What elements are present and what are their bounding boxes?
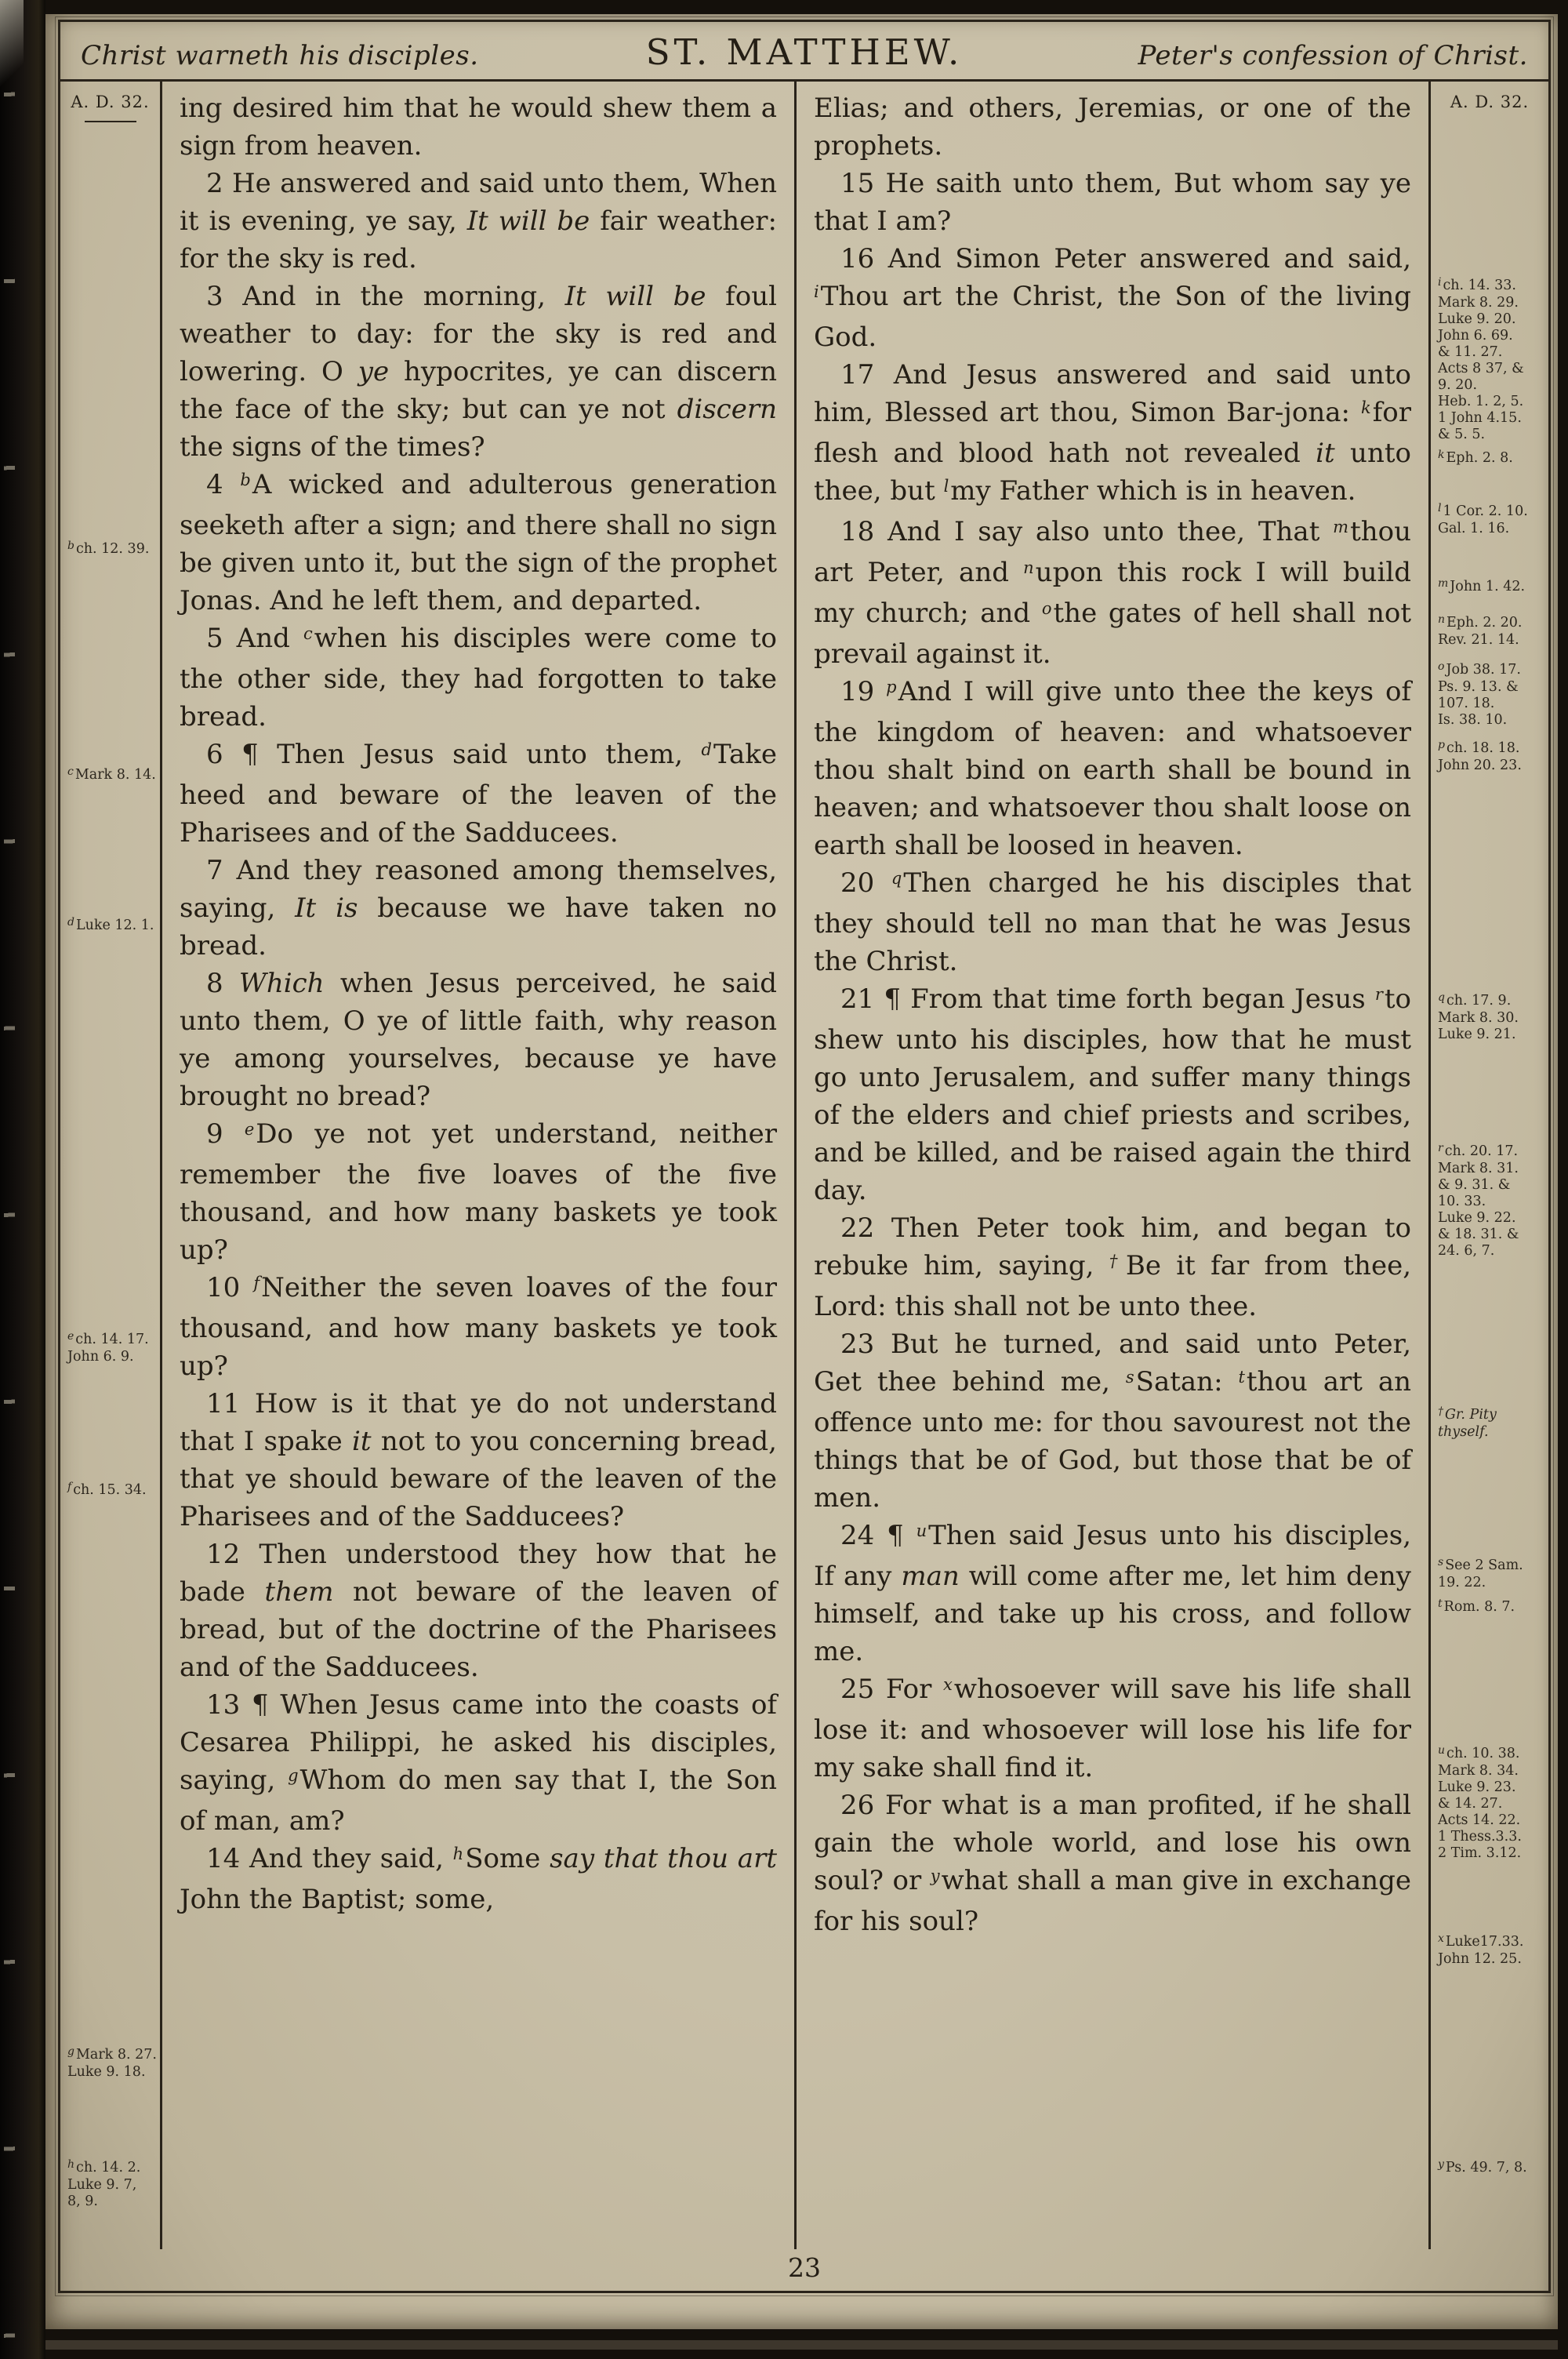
verse-paragraph [180, 466, 777, 620]
margin-note-line: Mark 8. 34. [1438, 1763, 1519, 1779]
verse-paragraph [814, 513, 1411, 673]
margin-note-line: $^e$ ch. 14. 17. [67, 1330, 149, 1347]
verse-text: Satan: [1135, 1366, 1239, 1398]
margin-note-line: 10. 33. [1438, 1194, 1486, 1209]
margin-note-line: $^g$ Mark 8. 27. [67, 2045, 157, 2063]
verse-paragraph [814, 165, 1411, 240]
verse-paragraph [180, 89, 777, 165]
verse-text: 20 [840, 867, 891, 899]
running-head-left: Christ warneth his disciples. [81, 40, 479, 71]
verse-text: fair weather: for the sky is red. [180, 205, 777, 274]
verse-text: the gates of hell shall not prevail against it. [814, 598, 1411, 670]
margin-note-line: $^s$ See 2 Sam. [1438, 1556, 1523, 1573]
margin-note-line: Mark 8. 29. [1438, 295, 1519, 311]
verse-text: thou art Peter, and [814, 516, 1411, 588]
margin-note [67, 1332, 158, 1365]
verse-paragraph [814, 864, 1411, 980]
verse-text: 26 For what is a man profited, if he shall gain the whole world, and lose his own soul? or [814, 1790, 1411, 1896]
margin-note-ref-letter: c [67, 765, 74, 778]
margin-note-line: Luke 9. 22. [1438, 1210, 1516, 1226]
margin-note-line: $^o$ Job 38. 17. [1438, 660, 1521, 678]
verse-ref-marker: q [891, 869, 902, 888]
verse-ref-marker: d [701, 740, 712, 759]
scanned-bible-page [45, 14, 1558, 2329]
margin-note-ref-letter: q [1438, 991, 1445, 1004]
verse-paragraph [814, 673, 1411, 864]
margin-note [1438, 615, 1546, 649]
verse-paragraph [180, 1536, 777, 1686]
margin-note [67, 2047, 158, 2081]
verse-text: And I will give unto thee the keys of the kingdom of heaven: and whatsoever thou shalt bind on earth shall be bound in heaven; and whatsoever thou shalt loose on earth shall be loosed in heaven. [814, 676, 1411, 861]
verse-text: ing desired him that he would shew them a sign from heaven. [180, 93, 777, 162]
verse-text: 25 For [840, 1674, 944, 1705]
verse-text: 14 And they said, [206, 1843, 453, 1874]
margin-note [1438, 450, 1546, 467]
text-column-left [162, 82, 797, 2249]
margin-note-line: & 5. 5. [1438, 427, 1486, 442]
verse-text: Whom do men say that I, the Son of man, am? [180, 1765, 778, 1837]
verse-text: hypocrites, ye can discern the face of the sky; but can ye not [180, 356, 777, 425]
page-frame [58, 20, 1551, 2293]
verse-ref-marker: t [1238, 1368, 1245, 1387]
margin-note [1438, 993, 1546, 1043]
margin-note-ref-letter: o [1438, 660, 1445, 673]
verse-text: discern [677, 394, 777, 425]
verse-ref-marker: k [1360, 398, 1371, 417]
margin-note-line: Gal. 1. 16. [1438, 521, 1510, 536]
margin-note-ref-letter: d [67, 916, 74, 929]
margin-note-ref-letter: f [67, 1481, 72, 1493]
margin-note-ref-letter: b [67, 540, 74, 552]
date-rule [85, 121, 136, 122]
margin-note-ref-letter: g [67, 2045, 74, 2058]
margin-note-line: John 6. 9. [67, 1349, 134, 1365]
margin-note [67, 541, 158, 558]
margin-note [1438, 662, 1546, 729]
date-label-left [60, 93, 160, 122]
margin-note [1438, 1746, 1546, 1862]
verse-text: Which [238, 968, 325, 999]
verse-text: 16 And Simon Peter answered and said, [840, 243, 1411, 274]
margin-note-line: Luke 9. 23. [1438, 1779, 1516, 1795]
verse-text: 21 ¶ From that time forth began Jesus [840, 983, 1375, 1015]
verse-text: because we have taken no bread. [180, 892, 777, 961]
margin-note-line: Acts 14. 22. [1438, 1812, 1521, 1828]
verse-paragraph [180, 1269, 777, 1385]
margin-note-line: $^b$ ch. 12. 39. [67, 540, 150, 557]
verse-ref-marker: u [916, 1521, 927, 1540]
verse-paragraph [814, 980, 1411, 1209]
verse-text: 18 And I say also unto thee, That [840, 516, 1334, 547]
verse-text: to shew unto his disciples, how that he must go unto Jerusalem, and suffer many things of the elders and chief priests and scribes, and be killed, and be raised again the third day. [814, 983, 1411, 1206]
verse-text: Elias; and others, Jeremias, or one of the prophets. [814, 93, 1411, 162]
margin-note-line: Luke 9. 20. [1438, 311, 1516, 327]
verse-ref-marker: l [943, 477, 949, 496]
margin-note [1438, 1407, 1546, 1441]
text-column-right [797, 82, 1431, 2249]
verse-ref-marker: p [886, 678, 897, 696]
margin-note-line: Heb. 1. 2, 5. [1438, 394, 1524, 409]
verse-text: 11 How is it that ye do not understand that I spake [180, 1388, 777, 1457]
margin-note-line: & 9. 31. & [1438, 1177, 1511, 1193]
margin-note [1438, 278, 1546, 443]
verse-paragraph [180, 1840, 777, 1918]
verse-text: 17 And Jesus answered and said unto him, Blessed art thou, Simon Bar-jona: [814, 359, 1411, 428]
margin-note-line: $^p$ ch. 18. 18. [1438, 739, 1520, 756]
margin-note-line: $^c$ Mark 8. 14. [67, 765, 156, 783]
margin-note-ref-letter: y [1438, 2158, 1444, 2171]
verse-text: when his disciples were come to the other side, they had forgotten to take bread. [180, 623, 778, 732]
verse-ref-marker: g [288, 1766, 299, 1785]
margin-note-line: thyself. [1438, 1424, 1489, 1440]
margin-note [1438, 1934, 1546, 1968]
verse-ref-marker: o [1041, 599, 1052, 618]
verse-ref-marker: c [303, 624, 313, 643]
margin-note [1438, 740, 1546, 774]
margin-note [67, 918, 158, 935]
verse-text: It is [295, 892, 358, 924]
margin-note [67, 767, 158, 784]
margin-note-line: & 18. 31. & [1438, 1227, 1519, 1242]
verse-text: 15 He saith unto them, But whom say ye that I am? [814, 168, 1411, 237]
verse-paragraph [180, 852, 777, 965]
page-edge-bottom [45, 2340, 1558, 2350]
margin-column-left [60, 82, 162, 2249]
verse-text: will come after me, let him deny himself, and take up his cross, and follow me. [814, 1561, 1411, 1667]
verse-paragraph [814, 1325, 1411, 1517]
verse-text: it [1316, 438, 1335, 469]
verse-ref-marker: i [814, 282, 819, 301]
margin-note-ref-letter: t [1438, 1598, 1443, 1610]
margin-note-ref-letter: s [1438, 1556, 1444, 1568]
verse-text: 4 [206, 469, 241, 500]
margin-note-line: $^x$ Luke17.33. [1438, 1932, 1524, 1950]
margin-note-ref-letter: m [1438, 577, 1449, 590]
margin-note-line: $^h$ ch. 14. 2. [67, 2158, 141, 2175]
verse-text: what shall a man give in exchange for his soul? [814, 1865, 1411, 1937]
book-title: ST. MATTHEW. [645, 31, 964, 73]
verse-text: Then charged he his disciples that they should tell no man that he was Jesus the Christ. [814, 867, 1411, 977]
verse-ref-marker: x [943, 1675, 953, 1694]
margin-note-line: $^m$ John 1. 42. [1438, 577, 1526, 594]
margin-note-line: Mark 8. 30. [1438, 1010, 1519, 1026]
margin-note-line: $^d$ Luke 12. 1. [67, 916, 154, 933]
verse-text: Do ye not yet understand, neither remember the five loaves of the five thousand, and how many baskets ye took up? [180, 1118, 777, 1266]
verse-text: say that thou art [550, 1843, 777, 1874]
verse-text: them [264, 1576, 334, 1608]
margin-note-ref-letter: n [1438, 613, 1446, 626]
verse-text: upon this rock I will build my church; and [814, 557, 1411, 629]
verse-ref-marker: h [452, 1845, 464, 1863]
verse-text: not to you concerning bread, that ye should beware of the leaven of the Pharisees and of the Sadducees? [180, 1426, 777, 1532]
margin-note-line: $^f$ ch. 15. 34. [67, 1481, 147, 1498]
margin-note-ref-letter: u [1438, 1744, 1446, 1757]
verse-paragraph [180, 278, 777, 466]
verse-text: 5 And [206, 623, 303, 654]
margin-note-line: Ps. 9. 13. & [1438, 679, 1519, 695]
verse-ref-marker: f [253, 1274, 260, 1292]
margin-note-ref-letter: l [1438, 502, 1442, 514]
margin-note-line: † Gr. Pity [1438, 1405, 1497, 1423]
verse-ref-marker: † [1109, 1252, 1124, 1270]
verse-text: it [352, 1426, 372, 1457]
verse-paragraph [814, 1787, 1411, 1940]
margin-note-line: Luke 9. 21. [1438, 1027, 1516, 1042]
margin-note-line: $^n$ Eph. 2. 20. [1438, 613, 1523, 631]
margin-note-line: Luke 9. 7, [67, 2177, 137, 2193]
margin-note-ref-letter: e [67, 1330, 74, 1343]
margin-note-line: 2 Tim. 3.12. [1438, 1845, 1522, 1861]
verse-paragraph [814, 240, 1411, 356]
margin-note [67, 2160, 158, 2210]
verse-ref-marker: r [1374, 985, 1383, 1004]
verse-text: It will be [564, 281, 706, 312]
verse-text: foul weather to day: for the sky is red and lowering. O [180, 281, 778, 387]
verse-paragraph [180, 1686, 777, 1840]
margin-note [1438, 579, 1546, 596]
verse-paragraph [814, 89, 1411, 165]
margin-note-line: 1 John 4.15. [1438, 410, 1522, 426]
verse-ref-marker: s [1125, 1368, 1134, 1387]
verse-text: not beware of the leaven of bread, but of the doctrine of the Pharisees and of the Sadducees. [180, 1576, 777, 1683]
verse-text: Neither the seven loaves of the four thousand, and how many baskets ye took up? [180, 1272, 777, 1382]
margin-note-line: $^y$ Ps. 49. 7, 8. [1438, 2158, 1527, 2175]
margin-note-line: John 12. 25. [1438, 1951, 1522, 1967]
margin-note-line: 24. 6, 7. [1438, 1243, 1495, 1259]
verse-paragraph [180, 965, 777, 1115]
verse-text: 8 [206, 968, 239, 999]
margin-note-line: & 11. 27. [1438, 344, 1503, 360]
verse-ref-marker: b [240, 471, 251, 489]
verse-text: 2 He answered and said unto them, When it is evening, ye say, [180, 168, 777, 237]
verse-ref-marker: n [1023, 558, 1034, 577]
date-label-right [1431, 93, 1548, 111]
margin-note-line: 1 Thess.3.3. [1438, 1829, 1522, 1845]
margin-note-ref-letter: † [1438, 1405, 1443, 1418]
verse-text: A wicked and adulterous generation seeketh after a sign; and there shall no sign be given unto it, but the sign of the prophet Jonas. And he left them, and departed. [180, 469, 777, 616]
margin-column-right [1431, 82, 1548, 2249]
margin-note [1438, 1599, 1546, 1616]
margin-note-ref-letter: r [1438, 1142, 1443, 1154]
margin-note-line: 107. 18. [1438, 696, 1495, 711]
margin-note-line: 8, 9. [67, 2194, 98, 2209]
verse-text: Then said Jesus unto his disciples, If any [814, 1520, 1412, 1592]
verse-text: 12 Then understood they how that he bade [180, 1539, 777, 1608]
margin-note [1438, 1558, 1546, 1591]
verse-paragraph [180, 165, 777, 278]
margin-note [1438, 503, 1546, 537]
margin-note-line: & 14. 27. [1438, 1796, 1503, 1812]
verse-text: thou art an offence unto me: for thou savourest not the things that be of God, but those that be of men. [814, 1366, 1411, 1514]
verse-text: the signs of the times? [180, 431, 485, 463]
margin-note-line: $^u$ ch. 10. 38. [1438, 1744, 1520, 1761]
verse-text: Take heed and beware of the leaven of the Pharisees and of the Sadducees. [180, 739, 777, 849]
verse-paragraph [180, 620, 777, 736]
margin-note [1438, 1143, 1546, 1259]
margin-note-line: Is. 38. 10. [1438, 712, 1508, 728]
margin-note-line: John 20. 23. [1438, 758, 1522, 773]
verse-text: 3 And in the morning, [206, 281, 565, 312]
verse-ref-marker: e [244, 1120, 255, 1139]
verse-paragraph [180, 736, 777, 852]
verse-text: Some [465, 1843, 550, 1874]
running-head [60, 22, 1548, 82]
verse-text: 9 [206, 1118, 245, 1150]
margin-note-ref-letter: k [1438, 449, 1445, 461]
verse-text: 6 ¶ Then Jesus said unto them, [206, 739, 702, 770]
verse-text: 10 [206, 1272, 254, 1303]
margin-note-line: $^t$ Rom. 8. 7. [1438, 1598, 1515, 1615]
verse-text: when Jesus perceived, he said unto them, O ye of little faith, why reason ye among yourselves, because ye have brought no bread? [180, 968, 777, 1112]
margin-note-line: 19. 22. [1438, 1575, 1486, 1590]
margin-note-line: John 6. 69. [1438, 328, 1513, 343]
verse-text: ye [358, 356, 390, 387]
margin-note-ref-letter: i [1438, 276, 1442, 289]
verse-text: whosoever will save his life shall lose it: and whosoever will lose his life for my sake shall find it. [814, 1674, 1411, 1783]
verse-paragraph [814, 1517, 1411, 1670]
page-number: 23 [788, 2252, 821, 2283]
margin-note-line: Mark 8. 31. [1438, 1161, 1519, 1176]
verse-paragraph [814, 356, 1411, 513]
margin-note-line: 9. 20. [1438, 377, 1478, 393]
margin-note-line: $^q$ ch. 17. 9. [1438, 991, 1512, 1009]
verse-text: 23 But he turned, and said unto Peter, Get thee behind me, [814, 1329, 1411, 1398]
book-binding-edge [0, 0, 45, 2359]
page-body [60, 82, 1548, 2249]
verse-text: man [901, 1561, 960, 1592]
date-text-left: A. D. 32. [71, 93, 150, 111]
margin-note-line: $^l$ 1 Cor. 2. 10. [1438, 502, 1528, 519]
verse-ref-marker: m [1333, 518, 1349, 536]
verse-text: Thou art the Christ, the Son of the living God. [814, 281, 1411, 353]
margin-note [1438, 2160, 1546, 2177]
margin-note-line: $^k$ Eph. 2. 8. [1438, 449, 1513, 466]
verse-text: It will be [466, 205, 590, 237]
margin-note [67, 1482, 158, 1499]
running-head-right: Peter's confession of Christ. [1138, 40, 1528, 71]
verse-text: 13 ¶ When Jesus came into the coasts of Cesarea Philippi, he asked his disciples, saying, [180, 1689, 777, 1796]
margin-note-line: $^i$ ch. 14. 33. [1438, 276, 1516, 293]
verse-text: Be it far from thee, Lord: this shall not be unto thee. [814, 1250, 1412, 1322]
margin-note-ref-letter: h [67, 2158, 75, 2171]
verse-paragraph [180, 1115, 777, 1269]
verse-paragraph [814, 1670, 1411, 1787]
margin-note-line: Rev. 21. 14. [1438, 632, 1519, 648]
verse-text: my Father which is in heaven. [950, 475, 1356, 507]
margin-note-ref-letter: p [1438, 739, 1445, 751]
date-text-right: A. D. 32. [1450, 93, 1530, 111]
verse-text: unto thee, but [814, 438, 1411, 507]
margin-note-line: Acts 8 37, & [1438, 361, 1524, 376]
verse-text: 19 [840, 676, 887, 707]
verse-text: John the Baptist; some, [180, 1884, 495, 1915]
verse-text: for flesh and blood hath not revealed [814, 397, 1411, 469]
verse-paragraph [814, 1209, 1411, 1325]
verse-paragraph [180, 1385, 777, 1536]
verse-text: 24 ¶ [840, 1520, 916, 1551]
margin-note-line: $^r$ ch. 20. 17. [1438, 1142, 1519, 1159]
margin-note-line: Luke 9. 18. [67, 2064, 146, 2080]
margin-note-ref-letter: x [1438, 1932, 1444, 1945]
verse-text: 7 And they reasoned among themselves, saying, [180, 855, 777, 924]
verse-text: 22 Then Peter took him, and began to rebuke him, saying, [814, 1212, 1411, 1281]
verse-ref-marker: y [930, 1866, 940, 1885]
